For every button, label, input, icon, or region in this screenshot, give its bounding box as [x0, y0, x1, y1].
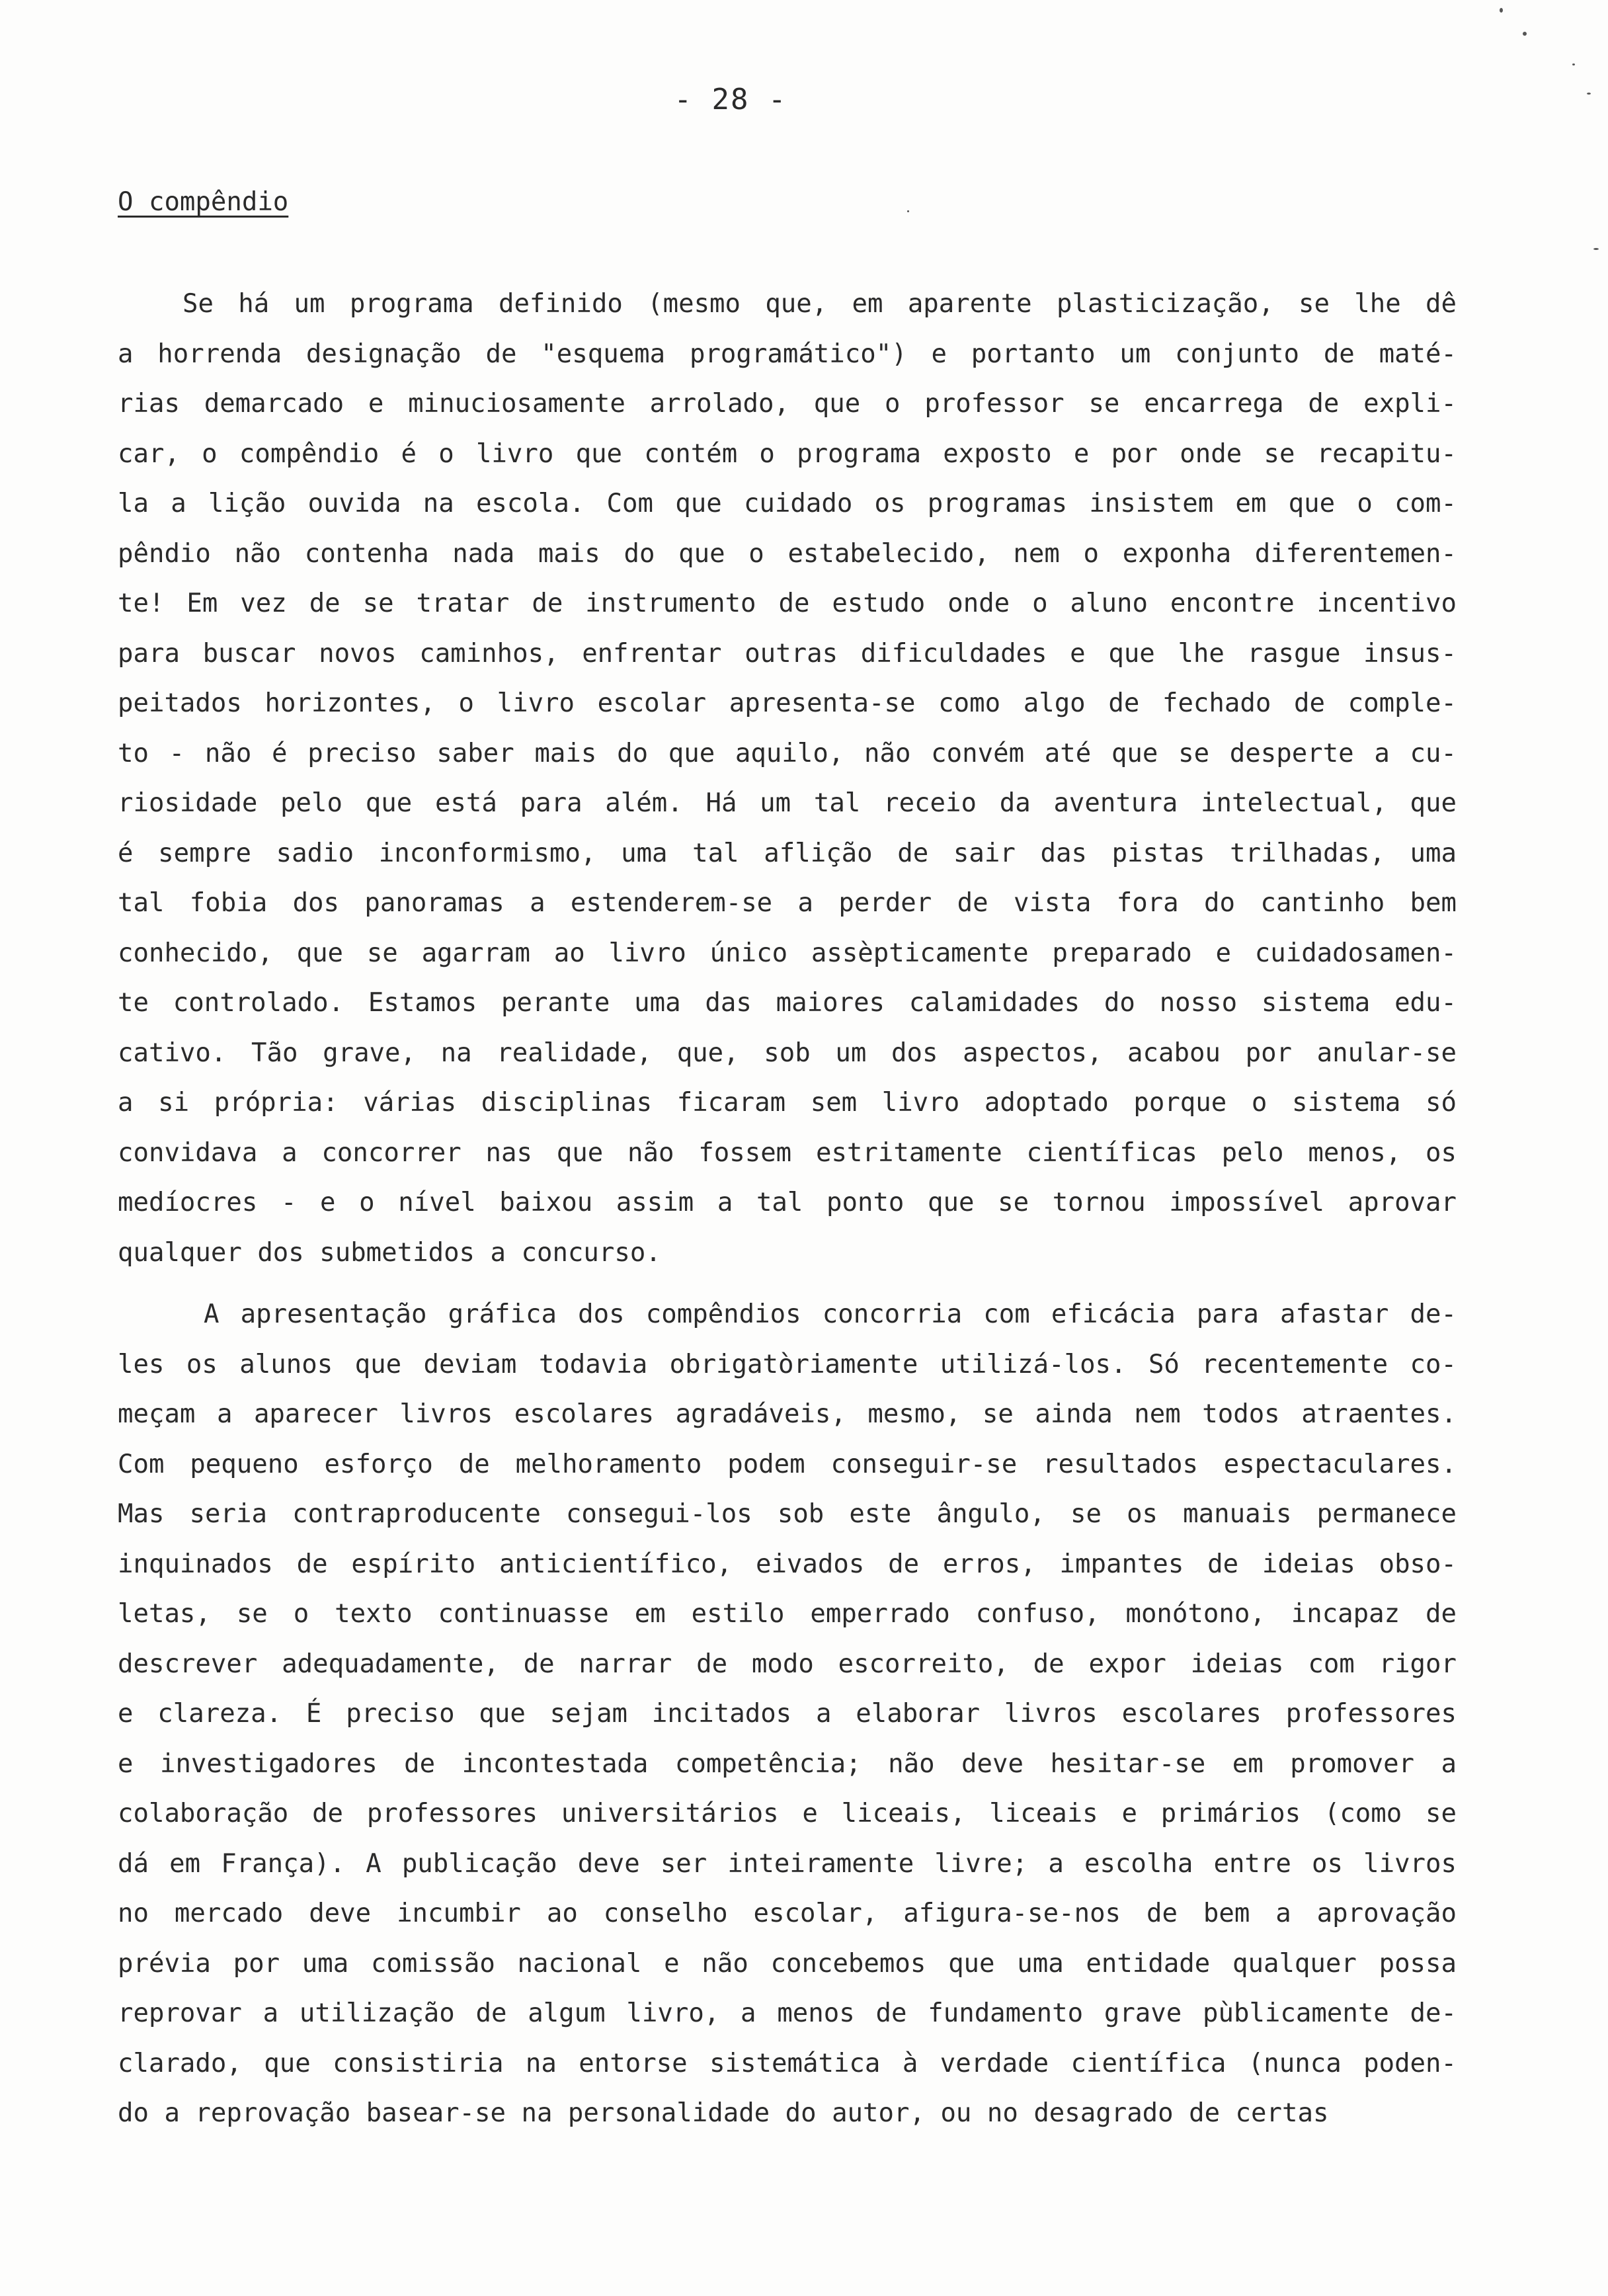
text-line: é sempre sadio inconformismo, uma tal aflição de sair das pistas trilhadas, uma: [118, 838, 1457, 868]
text-line: tal fobia dos panoramas a estenderem-se a perder de vista fora do cantinho bem: [118, 888, 1457, 918]
paragraph-1: [118, 279, 1457, 1278]
scan-speck: [1523, 32, 1527, 36]
text-line: rias demarcado e minuciosamente arrolado, que o professor se encarrega de expli-: [118, 389, 1457, 419]
text-line: colaboração de professores universitários e liceais, liceais e primários (como se: [118, 1799, 1457, 1828]
text-line: cativo. Tão grave, na realidade, que, sob um dos aspectos, acabou por anular-se: [118, 1038, 1457, 1068]
text-line: prévia por uma comissão nacional e não concebemos que uma entidade qualquer possa: [118, 1948, 1457, 1979]
scan-speck: [1587, 93, 1591, 95]
text-line: to - não é preciso saber mais do que aquilo, não convém até que se desperte a cu-: [118, 738, 1457, 768]
text-line: la a lição ouvida na escola. Com que cuidado os programas insistem em que o com-: [118, 489, 1457, 518]
text-line: car, o compêndio é o livro que contém o programa exposto e por onde se recapitu-: [118, 438, 1457, 469]
text-line: conhecido, que se agarram ao livro único assèpticamente preparado e cuidadosamen-: [118, 938, 1457, 968]
text-line: convidava a concorrer nas que não fossem estritamente científicas pelo menos, os: [118, 1137, 1457, 1168]
text-line: no mercado deve incumbir ao conselho escolar, afigura-se-nos de bem a aprovação: [118, 1899, 1457, 1928]
text-line: A apresentação gráfica dos compêndios concorria com eficácia para afastar de-: [204, 1299, 1457, 1329]
section-title: O compêndio: [118, 187, 289, 217]
text-line: pêndio não contenha nada mais do que o estabelecido, nem o exponha diferentemen-: [118, 538, 1457, 569]
text-line: medíocres - e o nível baixou assim a tal ponto que se tornou impossível aprovar: [118, 1188, 1457, 1217]
text-line: a si própria: várias disciplinas ficaram sem livro adoptado porque o sistema só: [118, 1088, 1457, 1118]
text-line: Com pequeno esforço de melhoramento podem conseguir-se resultados espectaculares.: [118, 1449, 1457, 1479]
text-line: do a reprovação basear-se na personalidade do autor, ou no desagrado de certas: [118, 2098, 1329, 2128]
text-line: les os alunos que deviam todavia obrigatòriamente utilizá-los. Só recentemente co-: [118, 1349, 1457, 1379]
text-line: dá em França). A publicação deve ser inteiramente livre; a escolha entre os livros: [118, 1848, 1457, 1879]
text-line: Mas seria contraproducente consegui-los sob este ângulo, se os manuais permanece: [118, 1499, 1457, 1529]
text-line: e clareza. É preciso que sejam incitados a elaborar livros escolares professores: [118, 1699, 1457, 1729]
text-line: reprovar a utilização de algum livro, a menos de fundamento grave pùblicamente de-: [118, 1998, 1457, 2028]
text-line: para buscar novos caminhos, enfrentar outras dificuldades e que lhe rasgue insus-: [118, 638, 1457, 669]
text-line: letas, se o texto continuasse em estilo emperrado confuso, monótono, incapaz de: [118, 1599, 1457, 1629]
text-line: Se há um programa definido (mesmo que, em aparente plasticização, se lhe dê: [182, 289, 1457, 319]
scan-speck: [1572, 63, 1575, 65]
text-line: peitados horizontes, o livro escolar apresenta-se como algo de fechado de comple-: [118, 688, 1457, 718]
scan-speck: [1500, 8, 1503, 13]
text-line: clarado, que consistiria na entorse sistemática à verdade científica (nunca poden-: [118, 2048, 1457, 2078]
paragraph-2: [118, 1290, 1457, 2139]
text-line: e investigadores de incontestada competência; não deve hesitar-se em promover a: [118, 1748, 1457, 1779]
text-line: meçam a aparecer livros escolares agradáveis, mesmo, se ainda nem todos atraentes.: [118, 1399, 1457, 1429]
page-number: - 28 -: [674, 83, 787, 116]
text-line: qualquer dos submetidos a concurso.: [118, 1237, 661, 1268]
text-line: inquinados de espírito anticientífico, eivados de erros, impantes de ideias obso-: [118, 1549, 1457, 1579]
text-line: te controlado. Estamos perante uma das maiores calamidades do nosso sistema edu-: [118, 988, 1457, 1018]
text-line: descrever adequadamente, de narrar de modo escorreito, de expor ideias com rigor: [118, 1649, 1457, 1679]
text-line: a horrenda designação de "esquema programático") e portanto um conjunto de maté-: [118, 339, 1457, 369]
scan-speck: [907, 210, 909, 212]
text-line: riosidade pelo que está para além. Há um tal receio da aventura intelectual, que: [118, 788, 1457, 818]
text-line: te! Em vez de se tratar de instrumento de estudo onde o aluno encontre incentivo: [118, 589, 1457, 618]
scan-speck: [1593, 248, 1599, 250]
